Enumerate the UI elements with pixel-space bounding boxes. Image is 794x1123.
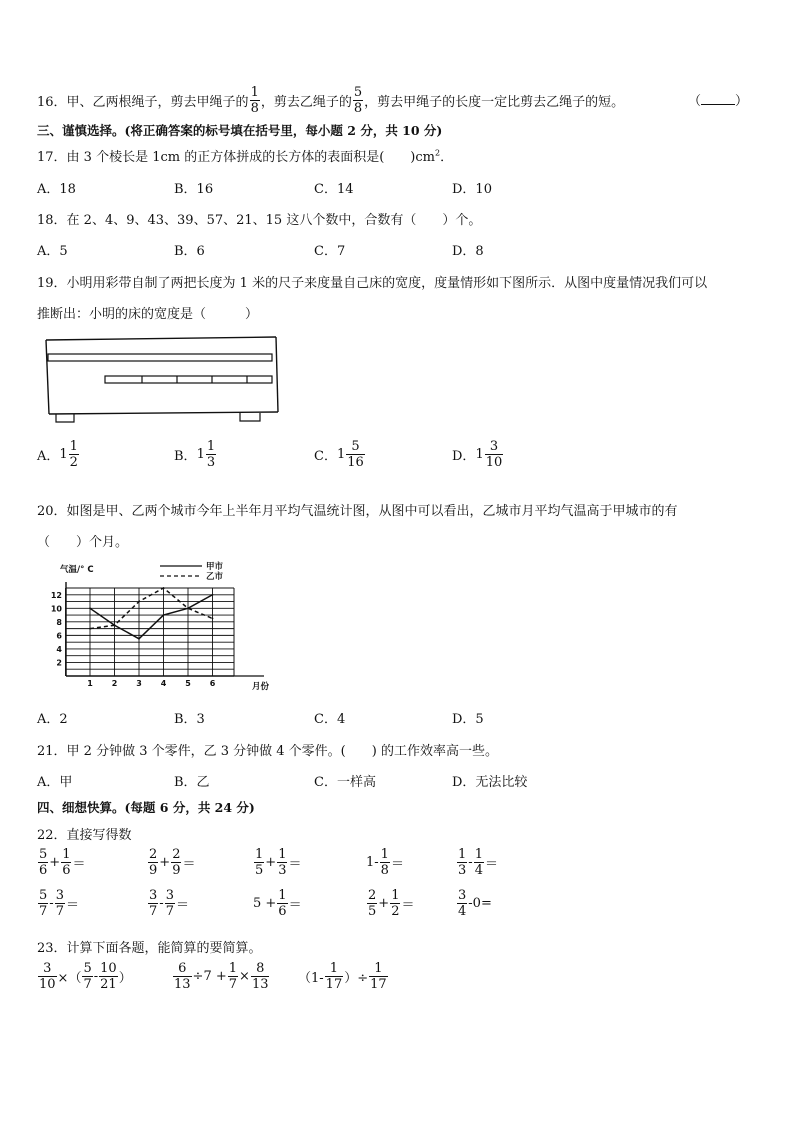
data-point	[89, 628, 91, 630]
answer-blank[interactable]: （ ）	[688, 94, 749, 109]
option-a[interactable]: A． 1 $\frac{1}{2}$	[37, 439, 78, 470]
x-tick-label: 3	[136, 679, 142, 688]
option-c[interactable]: C．一样高	[314, 775, 376, 790]
fraction: $\frac{5}{6}$	[39, 847, 48, 878]
option-b[interactable]: B． 1 $\frac{1}{3}$	[174, 439, 216, 470]
y-tick-label: 4	[56, 644, 62, 654]
fraction: $\frac{1}{8}$	[250, 85, 259, 116]
fraction: $\frac{1}{6}$	[62, 847, 71, 878]
mental-math-item[interactable]: $\frac{1}{3}$ - $\frac{1}{4}$ ＝	[458, 847, 498, 878]
option-c[interactable]: C． 1 $\frac{5}{16}$	[314, 439, 364, 470]
fraction: $\frac{1}{5}$	[255, 847, 264, 878]
y-tick-label: 6	[56, 631, 62, 641]
question-20-line2: （ ）个月。	[37, 535, 129, 550]
fraction: $\frac{3}{7}$	[149, 888, 158, 919]
fraction: $\frac{1}{8}$	[380, 847, 389, 878]
fraction: $\frac{3}{4}$	[458, 888, 467, 919]
data-point	[114, 624, 116, 626]
option-d[interactable]: D． 1 $\frac{3}{10}$	[452, 439, 503, 470]
option-c[interactable]: C．7	[314, 244, 346, 259]
option-a[interactable]: A．2	[37, 712, 68, 727]
option-a[interactable]: A．甲	[37, 775, 73, 790]
mental-math-item[interactable]: 1- $\frac{1}{8}$ ＝	[366, 847, 404, 878]
legend-label: 乙市	[206, 572, 224, 582]
y-tick-label: 12	[50, 590, 62, 600]
temperature-line-chart	[52, 558, 292, 696]
mental-math-item[interactable]: $\frac{2}{9}$ + $\frac{2}{9}$ ＝	[149, 847, 196, 878]
option-c[interactable]: C．4	[314, 712, 346, 727]
fraction: $\frac{1}{6}$	[278, 888, 287, 919]
mental-math-item[interactable]: $\frac{5}{7}$ - $\frac{3}{7}$ ＝	[39, 888, 79, 919]
option-b[interactable]: B．3	[174, 712, 205, 727]
data-point	[138, 601, 140, 603]
mental-math-item[interactable]: $\frac{5}{6}$ + $\frac{1}{6}$ ＝	[39, 847, 86, 878]
option-d[interactable]: D．8	[452, 244, 484, 259]
section-heading: 四、细想快算。(每题 6 分，共 24 分)	[37, 800, 255, 815]
x-axis-label: 月份	[252, 682, 270, 692]
expression-3[interactable]: （1- $\frac{1}{17}$ ）÷ $\frac{1}{17}$	[298, 961, 387, 992]
y-tick-label: 2	[56, 658, 62, 668]
y-tick-label: 10	[50, 604, 62, 614]
question-16: 16． 甲、乙两根绳子，剪去甲绳子的 $\frac{1}{8}$ ，剪去乙绳子的 $\frac{5}{8}$ ，剪去甲绳子的长度一定比剪去乙绳子的短。	[37, 85, 625, 116]
option-d[interactable]: D．5	[452, 712, 484, 727]
x-tick-label: 2	[111, 679, 118, 688]
fraction: $\frac{3}{7}$	[165, 888, 174, 919]
option-d[interactable]: D．10	[452, 182, 492, 197]
expression-1[interactable]: $\frac{3}{10}$ ×（ $\frac{5}{7}$ - $\frac{10}{21}$ ）	[39, 961, 132, 992]
option-d[interactable]: D．无法比较	[452, 775, 528, 790]
x-tick-label: 5	[185, 679, 191, 688]
question-19-line1: 19．小明用彩带自制了两把长度为 1 米的尺子来度量自己床的宽度，度量情形如下图所示．从图中度量情况我们可以	[37, 276, 708, 291]
y-axis-label: 气温/° C	[60, 565, 94, 575]
mental-math-item[interactable]: $\frac{3}{7}$ - $\frac{3}{7}$ ＝	[149, 888, 189, 919]
fraction: $\frac{1}{4}$	[474, 847, 483, 878]
fraction: $\frac{3}{7}$	[55, 888, 64, 919]
bed-ruler-figure	[44, 334, 284, 426]
data-point	[138, 638, 140, 640]
mental-math-item[interactable]: $\frac{1}{5}$ + $\frac{1}{3}$ ＝	[255, 847, 302, 878]
question-21: 21．甲 2 分钟做 3 个零件，乙 3 分钟做 4 个零件。( ) 的工作效率高一些。	[37, 744, 498, 759]
expression-2[interactable]: $\frac{6}{13}$ ÷7 + $\frac{1}{7}$ × $\frac{8}{13}$	[174, 961, 269, 992]
y-tick-label: 8	[56, 617, 62, 627]
fraction: $\frac{1}{3}$	[458, 847, 467, 878]
fraction: $\frac{5}{8}$	[353, 85, 363, 116]
question-22: 22．直接写得数	[37, 828, 132, 843]
data-point	[163, 587, 165, 589]
option-b[interactable]: B．乙	[174, 775, 210, 790]
fraction: $\frac{2}{9}$	[149, 847, 158, 878]
option-c[interactable]: C．14	[314, 182, 354, 197]
x-tick-label: 1	[87, 679, 93, 688]
option-b[interactable]: B．16	[174, 182, 214, 197]
fraction: $\frac{2}{9}$	[172, 847, 181, 878]
legend-label: 甲市	[206, 562, 224, 572]
x-tick-label: 6	[209, 679, 216, 688]
question-19-line2: 推断出：小明的床的宽度是（ ）	[37, 307, 259, 322]
option-a[interactable]: A．5	[37, 244, 68, 259]
mental-math-item[interactable]: $\frac{3}{4}$ -0=	[458, 888, 492, 919]
question-23: 23．计算下面各题，能简算的要简算。	[37, 941, 262, 956]
fraction: $\frac{1}{3}$	[278, 847, 287, 878]
mental-math-item[interactable]: $\frac{2}{5}$ + $\frac{1}{2}$ ＝	[368, 888, 415, 919]
question-17: 17．由 3 个棱长是 1cm 的正方体拼成的长方体的表面积是( )$cm^2$．	[37, 148, 454, 165]
option-a[interactable]: A．18	[37, 182, 76, 197]
option-b[interactable]: B．6	[174, 244, 205, 259]
data-point	[212, 594, 214, 596]
question-20-line1: 20．如图是甲、乙两个城市今年上半年月平均气温统计图，从图中可以看出，乙城市月平均气温高于甲城市的有	[37, 504, 678, 519]
section-heading: 三、谨慎选择。(将正确答案的标号填在括号里，每小题 2 分，共 10 分)	[37, 123, 443, 138]
fraction: $\frac{5}{7}$	[39, 888, 48, 919]
fraction: $\frac{1}{2}$	[391, 888, 400, 919]
data-point	[212, 618, 214, 620]
data-point	[163, 614, 165, 616]
data-point	[187, 607, 189, 609]
x-tick-label: 4	[160, 679, 167, 688]
question-18: 18．在 2、4、9、43、39、57、21、15 这八个数中，合数有（ ）个。	[37, 213, 482, 228]
fraction: $\frac{2}{5}$	[368, 888, 377, 919]
data-point	[89, 607, 91, 609]
mental-math-item[interactable]: 5 + $\frac{1}{6}$ ＝	[253, 888, 302, 919]
